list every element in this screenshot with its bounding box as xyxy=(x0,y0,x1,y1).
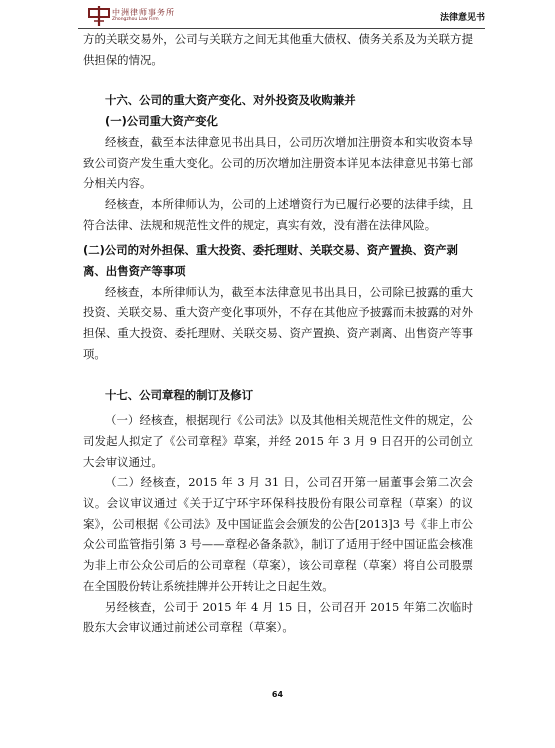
subsection-16-2-heading: (二)公司的对外担保、重大投资、委托理财、关联交易、资产置换、资产剥离、出售资产等事项 xyxy=(83,243,458,279)
subsection-16-1-heading: (一)公司重大资产变化 xyxy=(105,114,218,129)
firm-name-en: Zhongzhou Law Firm xyxy=(112,17,159,22)
section-17-heading: 十七、公司章程的制订及修订 xyxy=(105,387,254,402)
page-number: 64 xyxy=(271,690,284,699)
section-16-heading: 十六、公司的重大资产变化、对外投资及收购兼并 xyxy=(105,93,356,108)
paragraph: 另经核查，公司于 2015 年 4 月 15 日，公司召开 2015 年第二次临时股东大会审议通过前述公司章程（草案）。 xyxy=(83,599,473,635)
page-header xyxy=(78,4,485,28)
paragraph: 经核查，本所律师认为，截至本法律意见书出具日，公司除已披露的重大投资、关联交易、重大资产变化事项外，不存在其他应予披露而未披露的对外担保、重大投资、委托理财、关联交易、资产置换、资产剥离、出售资产等事项。 xyxy=(83,284,473,361)
paragraph: 经核查，本所律师认为，公司的上述增资行为已履行必要的法律手续，且符合法律、法规和规范性文件的规定，真实有效，没有潜在法律风险。 xyxy=(83,196,473,232)
paragraph: （一）经核查，根据现行《公司法》以及其他相关规范性文件的规定，公司发起人拟定了《公司章程》草案，并经 2015 年 3 月 9 日召开的公司创立大会审议通过。 xyxy=(83,413,473,469)
document-type: 法律意见书 xyxy=(439,13,485,23)
paragraph: 经核查，截至本法律意见书出具日，公司历次增加注册资本和实收资本导致公司资产发生重大变化。公司的历次增加注册资本详见本法律意见书第七部分相关内容。 xyxy=(83,134,473,191)
firm-logo-icon xyxy=(88,6,110,26)
paragraph-continued: 方的关联交易外，公司与关联方之间无其他重大债权、债务关系及为关联方提供担保的情况。 xyxy=(83,32,473,67)
document-body xyxy=(83,29,473,638)
firm-name: 中洲律师事务所 xyxy=(112,8,175,17)
paragraph: （二）经核查，2015 年 3 月 31 日，公司召开第一届董事会第二次会议。会议审议通过《关于辽宁环宇环保科技股份有限公司章程（草案）的议案》，公司根据《公司法》及中国证监会会颁发的公告[2013]3 号《非上市公众公司监管指引第 3 号——章程必备条款》，制订了适用于经中国证监会核准为非上市公众公司后的公司章程（草案），该公司章程（草案）将自公司股票在全国股份转让系统挂牌并公开转让之日起生效。 xyxy=(83,475,473,593)
